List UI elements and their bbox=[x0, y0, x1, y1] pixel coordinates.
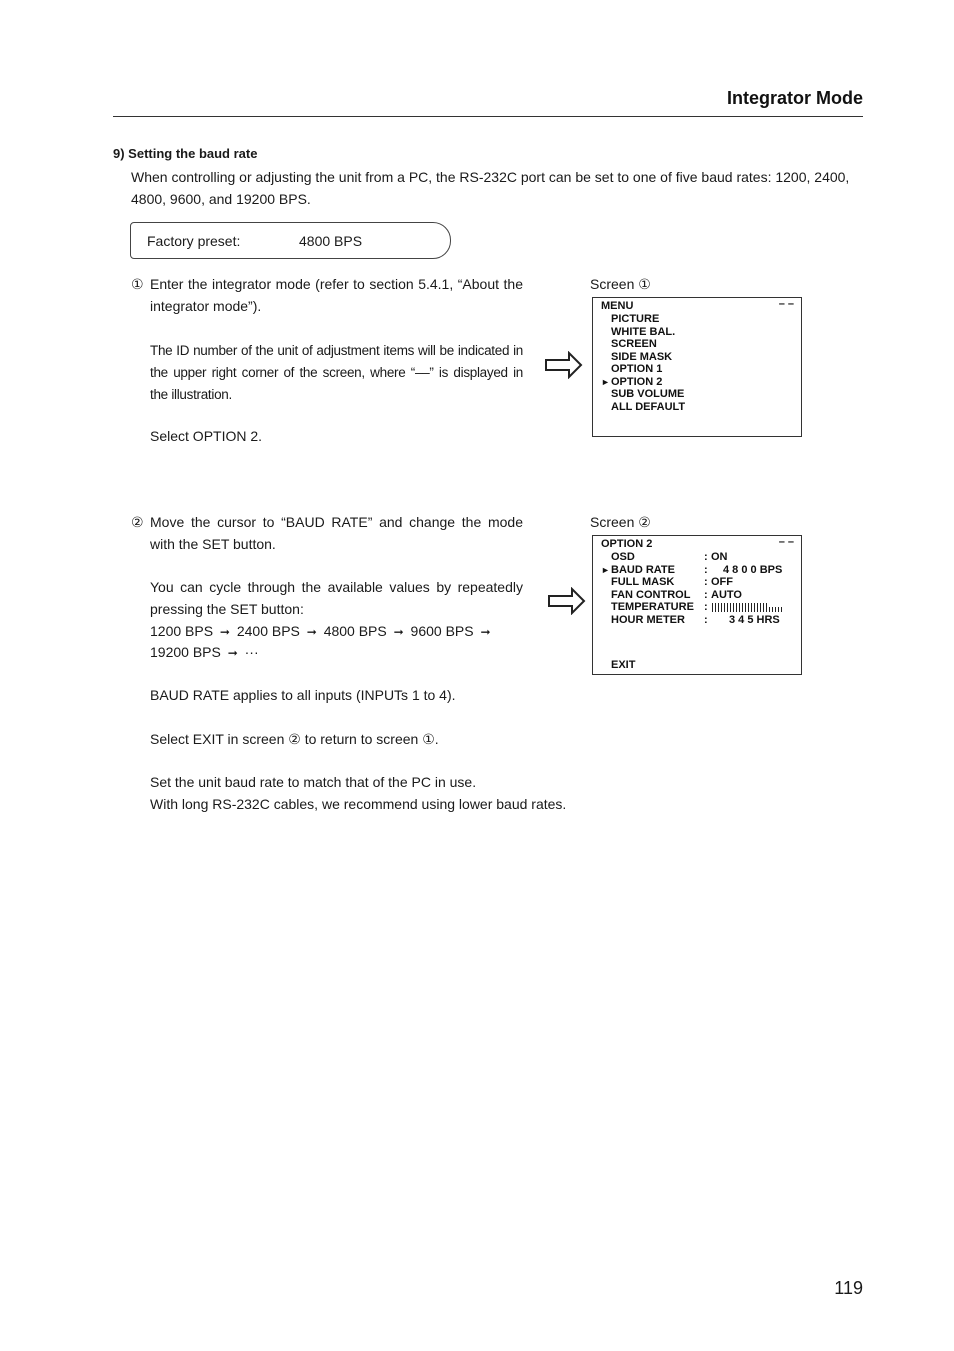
flow-arrow-icon: ➞ bbox=[393, 625, 404, 639]
menu-item-all-default: ALL DEFAULT bbox=[611, 400, 686, 413]
screen2-title: OPTION 2 bbox=[601, 538, 653, 550]
baud-option: 2400 BPS bbox=[236, 623, 300, 639]
menu-item-screen: SCREEN bbox=[611, 338, 657, 350]
exit-note: Select EXIT in screen ② to return to screen ①. bbox=[150, 731, 439, 747]
page-number: 119 bbox=[834, 1278, 863, 1298]
meter-tick bbox=[712, 603, 713, 612]
flow-arrow-icon: ➞ bbox=[219, 625, 230, 639]
factory-preset-label: Factory preset: bbox=[147, 233, 241, 249]
step1-marker: ① bbox=[131, 276, 144, 292]
menu-item-exit: EXIT bbox=[611, 659, 636, 671]
screen2-label: Screen ② bbox=[590, 514, 651, 530]
step1-text: Enter the integrator mode (refer to section 5.4.1, “About the integrator mode”). bbox=[150, 276, 523, 314]
meter-tick bbox=[766, 603, 767, 612]
menu-item-option1: OPTION 1 bbox=[611, 363, 663, 375]
setting-sep: : bbox=[704, 576, 708, 588]
section-intro: When controlling or adjusting the unit from a PC, the RS-232C port can be set to one of five baud rates: 1200, 2400, 4800, 9600, and 19200 BPS. bbox=[131, 169, 850, 207]
baud-option: 19200 BPS bbox=[150, 644, 221, 660]
step1-note: The ID number of the unit of adjustment items will be indicated in the upper right corner of the screen, where “––” is displayed in the illustration. bbox=[150, 343, 523, 402]
setting-name-temperature: TEMPERATURE bbox=[611, 601, 694, 613]
meter-tick bbox=[739, 603, 740, 612]
meter-tick bbox=[751, 603, 752, 612]
meter-tick bbox=[757, 603, 758, 612]
meter-tick bbox=[745, 603, 746, 612]
meter-tick bbox=[760, 603, 761, 612]
meter-tick bbox=[736, 603, 737, 612]
screen2-id: – – bbox=[778, 536, 794, 548]
factory-preset-value: 4800 BPS bbox=[299, 233, 363, 249]
meter-tick bbox=[772, 607, 773, 612]
page-header-title: Integrator Mode bbox=[726, 88, 863, 108]
setting-value-full-mask: OFF bbox=[711, 576, 733, 588]
setting-name-baud-rate: BAUD RATE bbox=[611, 563, 675, 576]
menu-item-picture: PICTURE bbox=[611, 313, 660, 325]
setting-sep: : bbox=[704, 551, 708, 563]
meter-tick bbox=[781, 607, 782, 612]
step2-cycle-text: You can cycle through the available values by repeatedly pressing the SET button: bbox=[150, 579, 523, 617]
meter-tick bbox=[733, 603, 734, 612]
cursor-icon: ► bbox=[601, 565, 610, 575]
meter-tick bbox=[727, 603, 728, 612]
setting-sep: : bbox=[704, 601, 708, 613]
screen2-option2-display bbox=[592, 535, 802, 675]
setting-name-full-mask: FULL MASK bbox=[611, 576, 675, 588]
meter-tick bbox=[742, 603, 743, 612]
baud-option: 1200 BPS bbox=[150, 623, 214, 639]
baud-sequence-line2 bbox=[150, 641, 259, 664]
flow-arrow-icon: ➞ bbox=[306, 625, 317, 639]
setting-name-fan-control: FAN CONTROL bbox=[611, 588, 691, 601]
section-heading: 9) Setting the baud rate bbox=[113, 146, 258, 161]
meter-tick bbox=[748, 603, 749, 612]
screen1-label: Screen ① bbox=[590, 276, 651, 292]
screen1-menu-display bbox=[592, 297, 802, 437]
menu-item-side-mask: SIDE MASK bbox=[611, 350, 673, 363]
menu-item-white-bal: WHITE BAL. bbox=[611, 325, 676, 338]
baud-option: 4800 BPS bbox=[323, 623, 387, 639]
meter-tick bbox=[730, 603, 731, 612]
baud-applies-note: BAUD RATE applies to all inputs (INPUTs 1 to 4). bbox=[150, 687, 456, 703]
meter-tick bbox=[715, 603, 716, 612]
flow-arrow-icon: ➞ bbox=[227, 646, 238, 660]
setting-sep: : bbox=[704, 613, 708, 626]
setting-sep: : bbox=[704, 563, 708, 576]
meter-tick bbox=[775, 607, 776, 612]
menu-item-sub-volume: SUB VOLUME bbox=[611, 388, 685, 400]
meter-tick bbox=[778, 607, 779, 612]
meter-tick bbox=[724, 603, 725, 612]
setting-value-osd: ON bbox=[711, 551, 728, 563]
setting-name-osd: OSD bbox=[611, 551, 635, 563]
screen1-id: – – bbox=[778, 298, 794, 310]
setting-sep: : bbox=[704, 588, 708, 601]
meter-tick bbox=[721, 603, 722, 612]
meter-tick bbox=[763, 603, 764, 612]
step1-select: Select OPTION 2. bbox=[150, 428, 263, 444]
screen1-title: MENU bbox=[601, 300, 634, 312]
header-divider bbox=[113, 116, 863, 117]
setting-value-baud-rate: 4 8 0 0 BPS bbox=[723, 563, 783, 576]
meter-tick bbox=[769, 607, 770, 612]
baud-sequence-line1 bbox=[150, 620, 523, 643]
menu-item-option2: OPTION 2 bbox=[611, 375, 663, 388]
step2-marker: ② bbox=[131, 514, 144, 530]
right-arrow-icon bbox=[545, 351, 583, 379]
right-arrow-icon bbox=[548, 587, 586, 615]
setting-value-hour-meter: 3 4 5 HRS bbox=[729, 613, 780, 626]
flow-arrow-icon: ➞ bbox=[480, 625, 491, 639]
step2-text: Move the cursor to “BAUD RATE” and change the mode with the SET button. bbox=[150, 514, 523, 552]
sequence-ellipsis: ··· bbox=[244, 644, 259, 660]
temperature-level-meter bbox=[711, 603, 785, 612]
meter-tick bbox=[718, 603, 719, 612]
setting-name-hour-meter: HOUR METER bbox=[611, 613, 685, 626]
cable-note: With long RS-232C cables, we recommend using lower baud rates. bbox=[150, 796, 567, 812]
meter-tick bbox=[754, 603, 755, 612]
setting-value-fan-control: AUTO bbox=[711, 588, 742, 601]
match-note: Set the unit baud rate to match that of the PC in use. bbox=[150, 774, 477, 790]
cursor-icon: ► bbox=[601, 377, 610, 387]
baud-option: 9600 BPS bbox=[410, 623, 474, 639]
